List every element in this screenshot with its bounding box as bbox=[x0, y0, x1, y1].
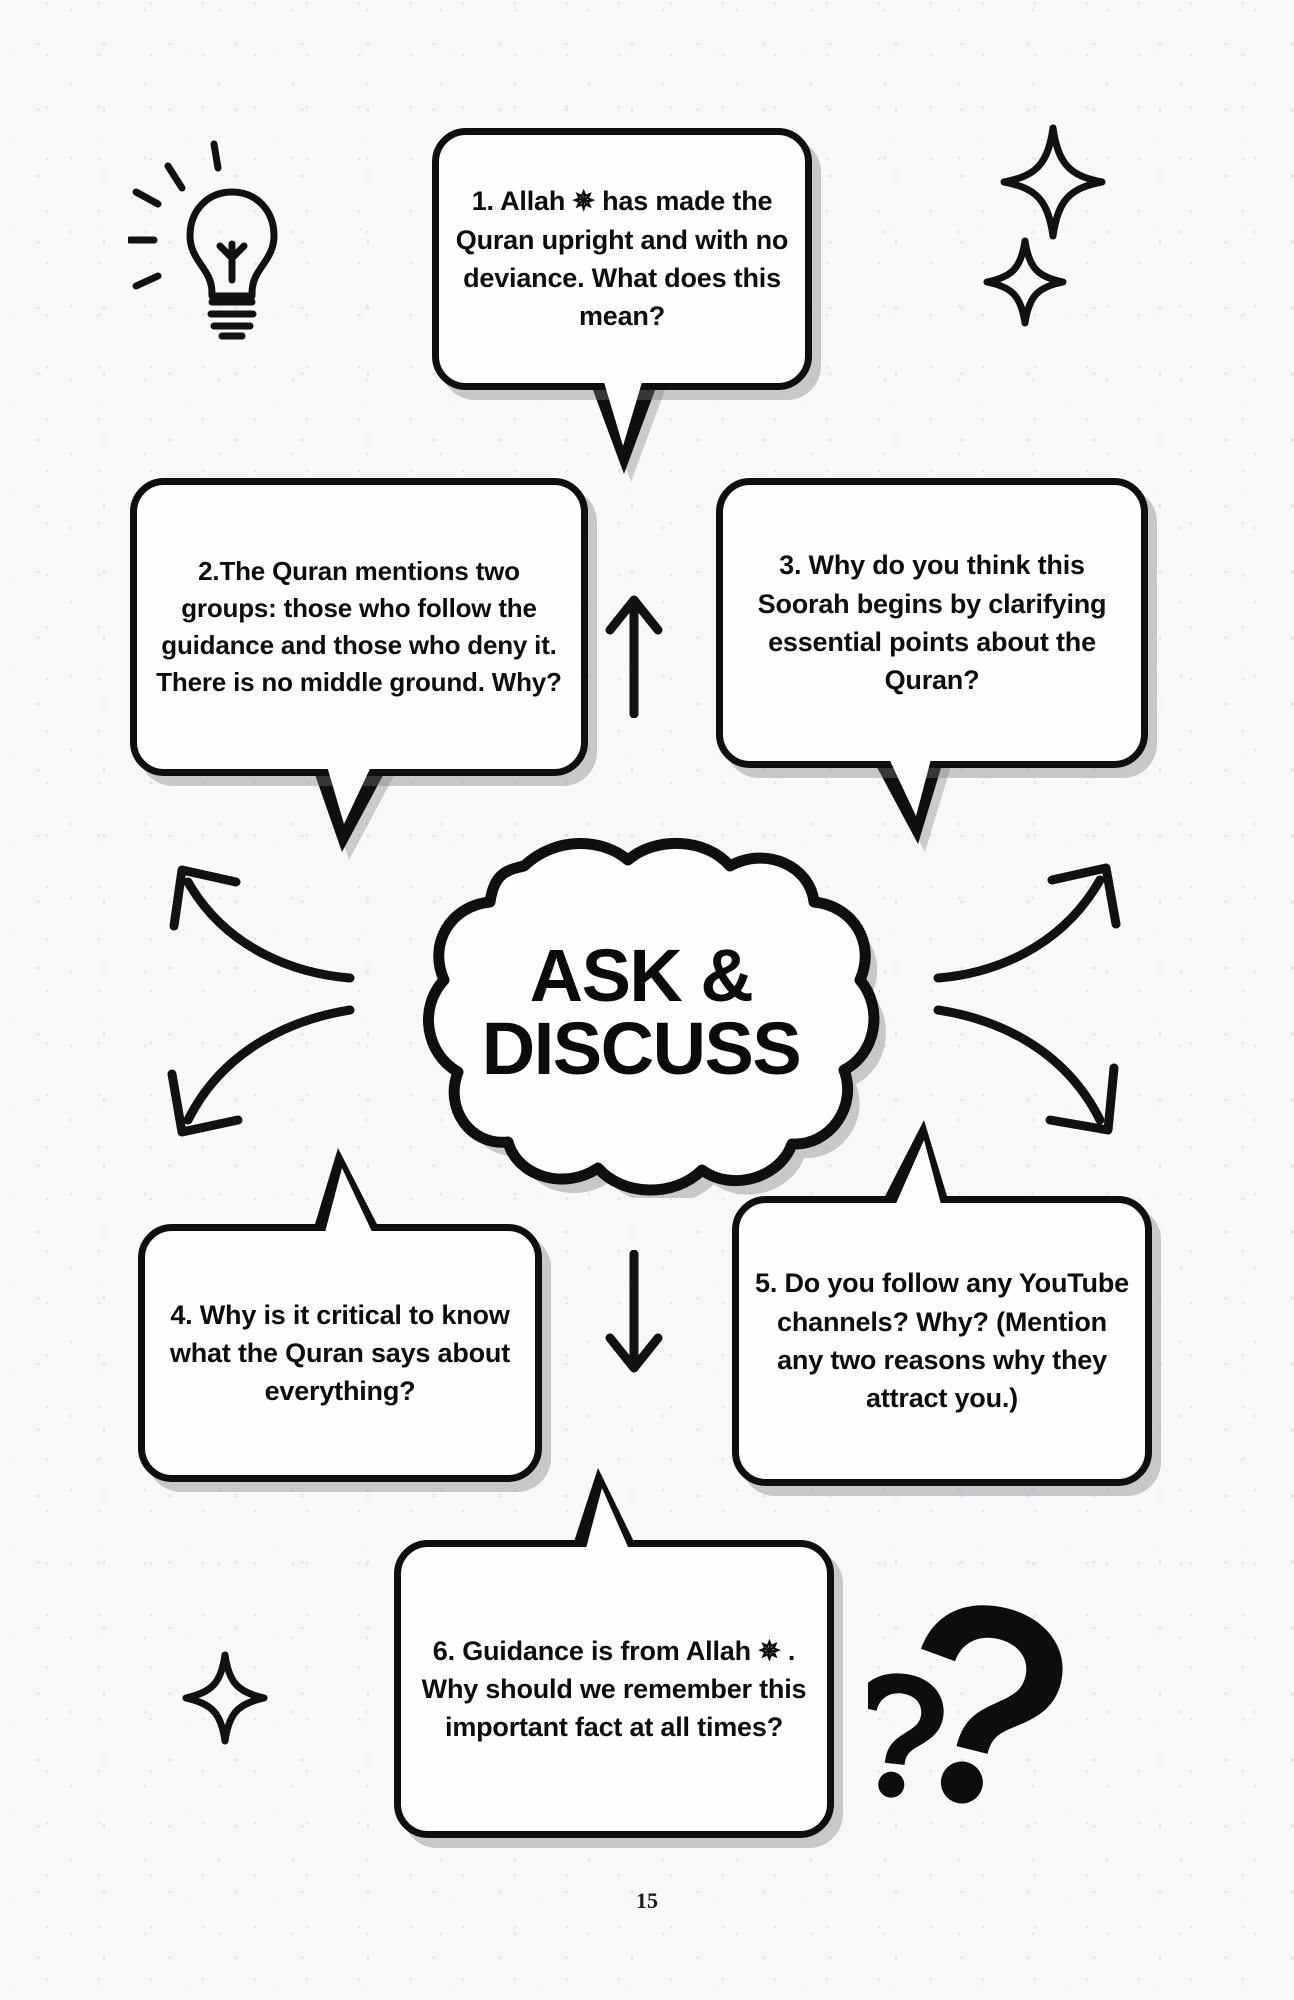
page-number: 15 bbox=[636, 1888, 658, 1913]
question-2-text: 2.The Quran mentions two groups: those who follow the guidance and those who deny it. There is no middle ground. Why? bbox=[156, 556, 562, 697]
bubble-5-tail-fill bbox=[894, 1140, 942, 1208]
question-bubble-4 bbox=[138, 1224, 542, 1482]
center-cloud-blob bbox=[396, 828, 886, 1198]
bubble-2-tail-fill bbox=[324, 756, 376, 824]
arrow-down-left-icon bbox=[160, 996, 360, 1161]
arrow-up-to-center-icon bbox=[598, 588, 668, 723]
question-bubble-5 bbox=[732, 1196, 1152, 1486]
sparkle-icon bbox=[998, 122, 1108, 247]
question-bubble-2 bbox=[130, 478, 588, 776]
question-bubble-6 bbox=[394, 1540, 834, 1838]
question-5-text: 5. Do you follow any YouTube channels? Why? (Mention any two reasons why they attract you.) bbox=[755, 1268, 1129, 1414]
question-3-text: 3. Why do you think this Soorah begins by clarifying essential points about the Quran? bbox=[757, 550, 1107, 696]
arrow-up-right-icon bbox=[928, 848, 1128, 993]
arrow-down-right-icon bbox=[928, 996, 1128, 1161]
bubble-3-tail-fill bbox=[884, 748, 934, 816]
center-title-line-1: ASK & bbox=[529, 934, 753, 1018]
question-bubble-1 bbox=[432, 128, 812, 390]
question-bubble-3 bbox=[716, 478, 1148, 768]
lightbulb-icon bbox=[128, 140, 298, 345]
question-1-text: 1. Allah ✵ has made the Quran upright and with no deviance. What does this mean? bbox=[455, 186, 789, 332]
bubble-1-tail-fill bbox=[601, 372, 645, 446]
bubble-6-tail-fill bbox=[584, 1488, 632, 1556]
question-4-text: 4. Why is it critical to know what the Quran says about everything? bbox=[169, 1299, 511, 1407]
question-6-text: 6. Guidance is from Allah ✵ . Why should we remember this important fact at all times? bbox=[421, 1635, 807, 1743]
question-mark-icon bbox=[868, 1596, 1068, 1821]
arrow-up-left-icon bbox=[160, 848, 360, 993]
sparkle-icon bbox=[180, 1650, 270, 1751]
bubble-4-tail-fill bbox=[324, 1168, 374, 1236]
center-title-line-2: DISCUSS bbox=[481, 1007, 801, 1090]
arrow-down-to-bottom-icon bbox=[598, 1250, 668, 1385]
sparkle-icon bbox=[982, 236, 1068, 333]
